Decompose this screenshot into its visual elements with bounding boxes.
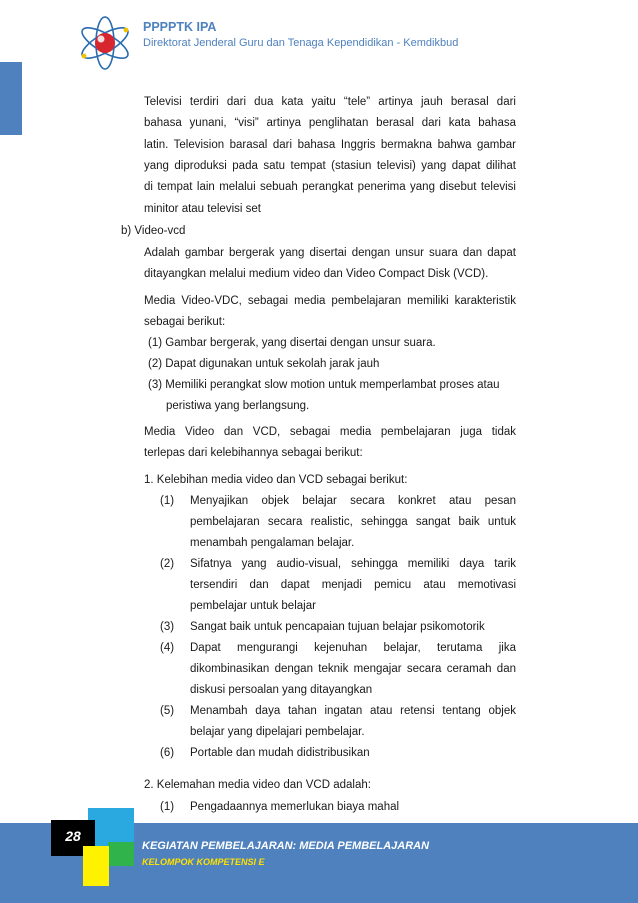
list-item: menambah pengalaman belajar. [190, 537, 355, 549]
list-item: Sifatnya yang audio-visual, sehingga memiliki daya tarik [190, 558, 516, 570]
list-item: Dapat mengurangi kejenuhan belajar, terutama jika [190, 642, 516, 654]
list-item: Pengadaannya memerlukan biaya mahal [190, 801, 400, 813]
list-item: pembelajaran secara realistic, sehingga sangat baik untuk [190, 516, 516, 528]
list-number: (5) [160, 705, 175, 717]
paragraph-line: Media Video dan VCD, sebagai media pembelajaran juga tidak [144, 426, 516, 438]
footer-title: KEGIATAN PEMBELAJARAN: MEDIA PEMBELAJARAN [142, 840, 430, 852]
list-item: Portable dan mudah didistribusikan [190, 747, 370, 759]
paragraph-line: di tempat lain melalui sebuah perangkat penerima yang disebut televisi [144, 181, 516, 193]
list-item: (1) Gambar bergerak, yang disertai dengan unsur suara. [148, 337, 436, 349]
list-item: tersendiri dan dapat menjadi pemicu atau memotivasi [190, 579, 516, 591]
paragraph-line: yang diproduksi pada satu tempat (stasiun televisi) yang dapat dilihat [144, 160, 516, 172]
list-number: (3) [160, 621, 175, 633]
atom-logo-icon [76, 14, 134, 72]
list-heading: 1. Kelebihan media video dan VCD sebagai berikut: [144, 474, 408, 486]
paragraph-line: Adalah gambar bergerak yang disertai dengan unsur suara dan dapat [144, 247, 516, 259]
paragraph-line: Televisi terdiri dari dua kata yaitu “tele” artinya jauh berasal dari [144, 96, 516, 108]
decor-square-yellow [83, 846, 109, 886]
section-heading: b) Video-vcd [121, 225, 186, 237]
paragraph-line: latin. Television barasal dari bahasa Inggris bermakna bahwa gambar [144, 139, 516, 151]
list-number: (1) [160, 801, 175, 813]
page-number: 28 [65, 828, 81, 844]
list-item: (2) Dapat digunakan untuk sekolah jarak jauh [148, 358, 380, 370]
list-item: pembelajar untuk belajar [190, 600, 316, 612]
org-subtitle: Direktorat Jenderal Guru dan Tenaga Kependidikan - Kemdikbud [143, 37, 459, 49]
list-item: dikombinasikan dengan teknik mengajar secara ceramah dan [190, 663, 516, 675]
list-item: Sangat baik untuk pencapaian tujuan belajar psikomotorik [190, 621, 485, 633]
org-name: PPPPTK IPA [143, 20, 217, 34]
paragraph-line: ditayangkan melalui medium video dan Video Compact Disk (VCD). [144, 268, 489, 280]
side-accent-bar [0, 62, 22, 135]
footer-subtitle: KELOMPOK KOMPETENSI E [142, 857, 265, 867]
list-number: (2) [160, 558, 175, 570]
list-item: belajar yang dipelajari pembelajar. [190, 726, 365, 738]
paragraph-line: sebagai berikut: [144, 316, 226, 328]
list-number: (1) [160, 495, 175, 507]
list-heading: 2. Kelemahan media video dan VCD adalah: [144, 779, 371, 791]
list-item: diskusi persoalan yang ditayangkan [190, 684, 373, 696]
list-item: peristiwa yang berlangsung. [166, 400, 310, 412]
paragraph-line: Media Video-VDC, sebagai media pembelajaran memiliki karakteristik [144, 295, 516, 307]
list-item: Menambah daya tahan ingatan atau retensi tentang objek [190, 705, 516, 717]
list-item: Menyajikan objek belajar secara konkret atau pesan [190, 495, 516, 507]
list-item: (3) Memiliki perangkat slow motion untuk memperlambat proses atau [148, 379, 500, 391]
list-number: (6) [160, 747, 175, 759]
decor-square-green [108, 842, 134, 866]
paragraph-line: minitor atau televisi set [144, 203, 261, 215]
paragraph-line: bahasa yunani, “visi” artinya penglihatan berasal dari kata bahasa [144, 117, 516, 129]
list-number: (4) [160, 642, 175, 654]
paragraph-line: terlepas dari kelebihannya sebagai berikut: [144, 447, 363, 459]
